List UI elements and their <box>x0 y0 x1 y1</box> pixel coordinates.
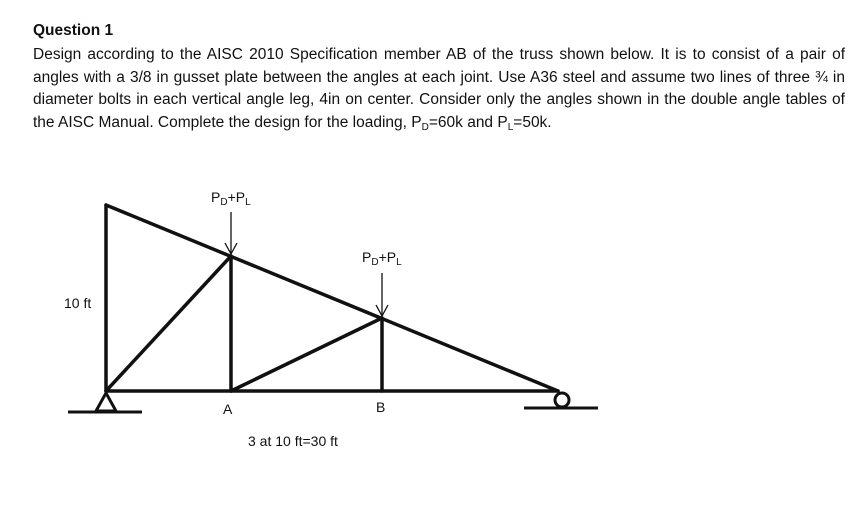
load-arrow-1 <box>225 212 237 254</box>
top-chord <box>106 205 558 391</box>
span-label: 3 at 10 ft=30 ft <box>248 433 338 449</box>
question-text-pl: =50k. <box>513 113 552 131</box>
pin-support <box>68 393 142 412</box>
question-text-pd: =60k and P <box>428 113 508 131</box>
truss-members <box>106 205 558 391</box>
left-diagonal-member <box>106 256 231 391</box>
question-heading: Question 1 <box>33 22 114 39</box>
node-label-b: B <box>376 399 386 415</box>
subscript-d: D <box>421 121 429 133</box>
roller-support <box>524 393 598 408</box>
load-arrow-2 <box>376 273 388 316</box>
node-label-a: A <box>223 401 233 417</box>
subscript-l: L <box>507 121 514 133</box>
question-text-main: Design according to the AISC 2010 Specification member AB of the truss shown below. It is to consist of a pair of angles with a 3/8 in gusset plate between the angles at each joint. Use A36 steel and assume two lines of three ¾ in diameter bolts in each vertical angle leg, 4in on center. Consider only the angles shown in the double angle tables of the AISC Manual. Complete the design for the loading, P <box>33 46 845 131</box>
diagonal-member-a <box>231 318 382 391</box>
load-label-1: $P_D+P_L$ <box>211 189 251 208</box>
load-label-2: $P_D+P_L$ <box>362 249 402 268</box>
height-label: 10 ft <box>64 295 92 311</box>
